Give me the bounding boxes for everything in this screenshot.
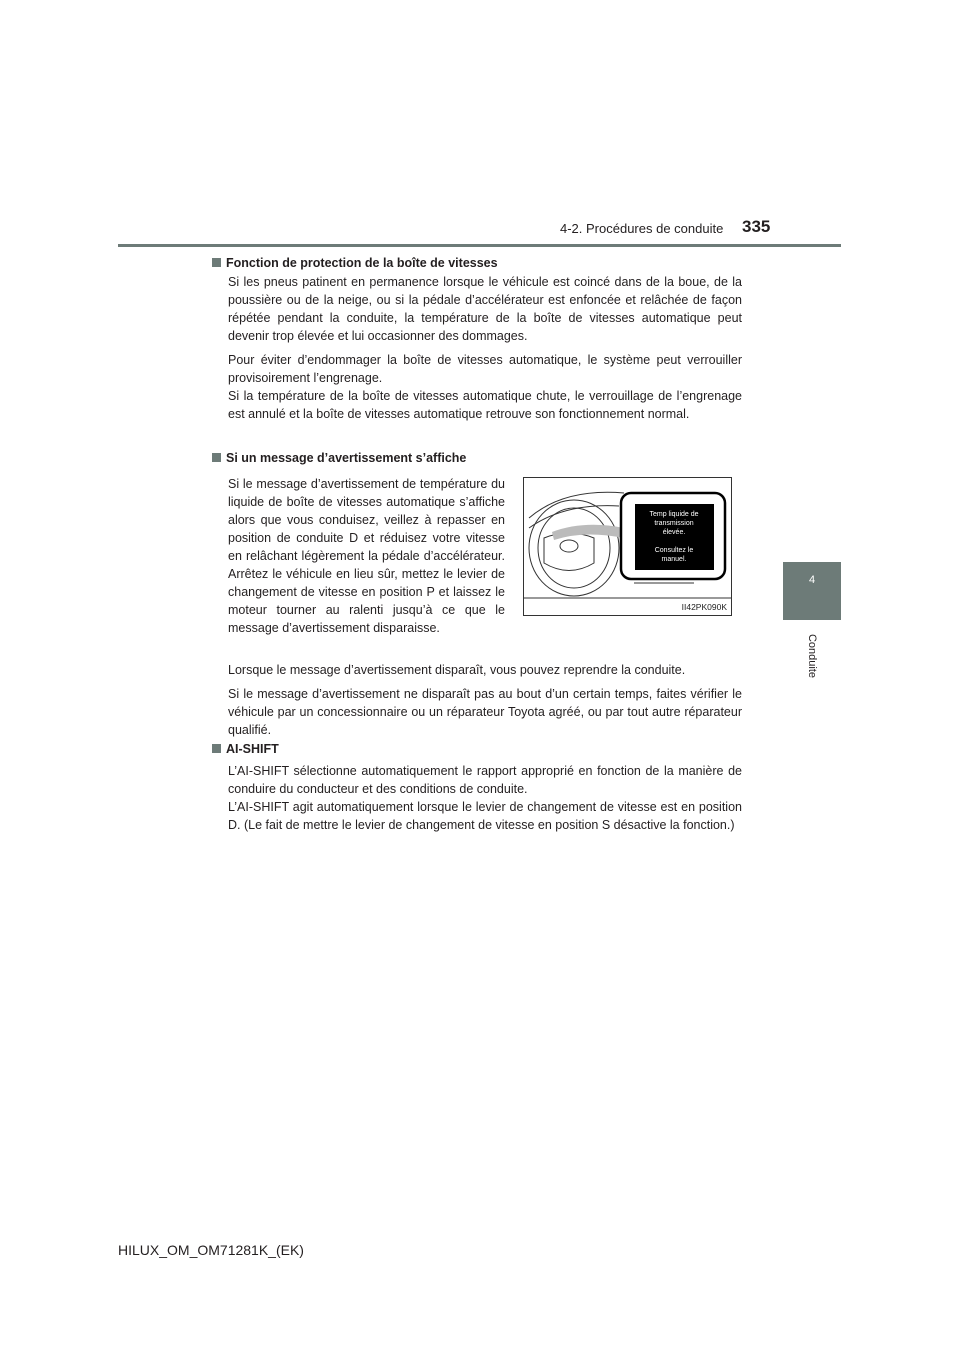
document-code: HILUX_OM_OM71281K_(EK) (118, 1242, 304, 1258)
heading-text: Si un message d’avertissement s’affiche (226, 451, 467, 465)
chapter-tab (783, 562, 841, 620)
heading-text: AI-SHIFT (226, 742, 279, 756)
paragraph: Si la température de la boîte de vitesses automatique chute, le verrouillage de l’engrenage est annulé et la boîte de vitesses automatique retrouve son fonctionnement normal. (228, 389, 742, 421)
display-line: transmission (654, 520, 694, 527)
display-line: manuel. (661, 556, 687, 563)
steering-wheel-drawing (524, 478, 731, 615)
display-line: Consultez le (654, 547, 694, 554)
heading-protection (212, 256, 498, 270)
figure-code: II42PK090K (681, 602, 727, 612)
heading-text: Fonction de protection de la boîte de vitesses (226, 256, 498, 270)
paragraph: Si les pneus patinent en permanence lorsque le véhicule est coincé dans de la boue, de la poussière ou de la neige, ou si la pédale d’accélérateur est enfoncée et relâchée de façon répétée pendant la conduite, la température de la boîte de vitesses automatique peut devenir trop élevée et lui occasionner des dommages. (228, 275, 742, 343)
section-title: 4-2. Procédures de conduite (560, 221, 724, 236)
display-line: élevée. (662, 529, 686, 536)
chapter-number: 4 (808, 574, 816, 586)
paragraph: Si le message d’avertissement ne disparaît pas au bout d’un certain temps, faites vérifier le véhicule par un concessionnaire ou un réparateur Toyota agréé, ou par tout autre réparateur qualifié. (228, 687, 742, 737)
chapter-label: Conduite (806, 633, 818, 679)
header-divider (118, 244, 841, 247)
paragraph: Lorsque le message d’avertissement disparaît, vous pouvez reprendre la conduite. (228, 663, 686, 677)
paragraph: L’AI-SHIFT agit automatiquement lorsque le levier de changement de vitesse est en position D. (Le fait de mettre le levier de changement de vitesse en position S désactive la fonction.) (228, 800, 742, 832)
paragraph: L’AI-SHIFT sélectionne automatiquement le rapport approprié en fonction de la manière de conduire du conducteur et des conditions de conduite. (228, 764, 742, 796)
dashboard-illustration (523, 477, 732, 616)
paragraph: Pour éviter d’endommager la boîte de vitesses automatique, le système peut verrouiller provisoirement l’engrenage. (228, 353, 742, 385)
heading-warning (212, 451, 466, 465)
paragraph: Si le message d’avertissement de température du liquide de boîte de vitesses automatique s’affiche alors que vous conduisez, veillez à repasser en position de conduite D et réduisez votre vitesse en relâchant légèrement la pédale d’accélérateur. Arrêtez le véhicule en lieu sûr, mettez le levier de changement de vitesse en position P et laissez le moteur tourner au ralenti jusqu’à ce que le message d’avertissement disparaisse. (228, 477, 505, 635)
display-line: Temp liquide de (649, 511, 699, 518)
page-number: 335 (742, 217, 771, 236)
heading-ai-shift (212, 742, 279, 756)
